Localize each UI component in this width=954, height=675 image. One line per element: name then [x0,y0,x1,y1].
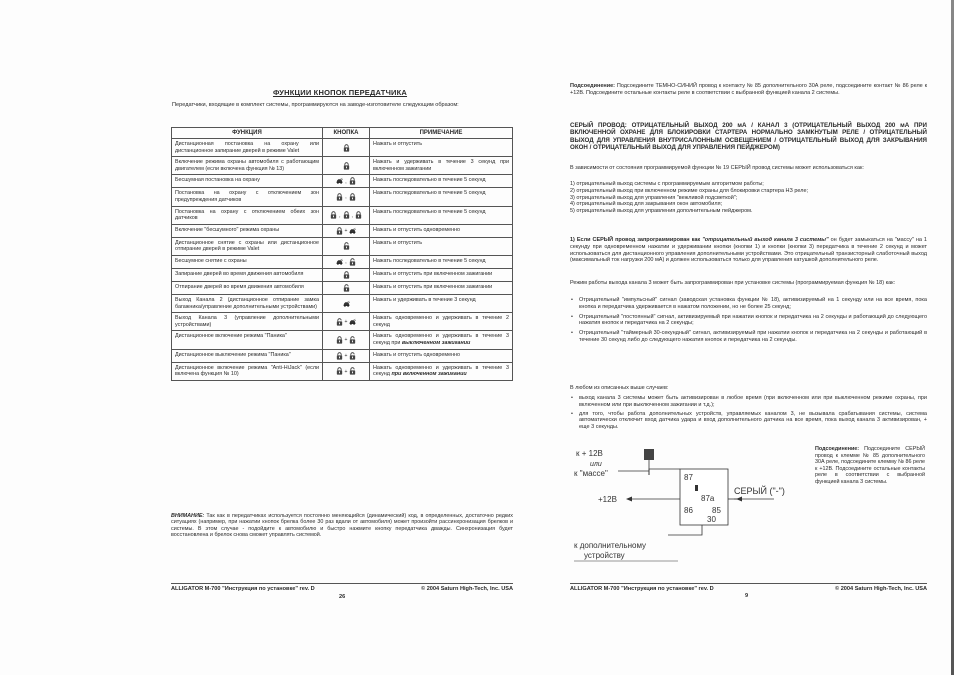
unlock-icon [349,367,356,375]
footer-right-page [570,583,927,599]
connection-text: Подсоедините ТЕМНО-СИНИЙ провод к контакту № 85 дополнительного 30А реле, подсоедините контакт № 86 реле к +12В. Подсоедините остальные контакты реле в соответствии с выбранной функцией канала 2 системы. [570,83,927,96]
note-text: Нажать последовательно в течение 5 секунд [373,177,486,184]
button-cell [323,349,370,362]
unlock-icon [349,352,356,360]
function-cell: Бесшумная постановка на охрану [172,175,323,188]
button-separator: + [344,368,348,375]
note-emphasis: при включенном зажигании [391,371,467,378]
label-device-1: к дополнительному [574,541,647,550]
button-cell [323,331,370,349]
list-item: 1) отрицательный выход системы с программируемым алгоритмом работы; [570,181,764,187]
lock-icon [336,352,343,360]
button-cell [323,206,370,224]
function-cell: Постановка на охрану с отключением обеих зон датчиков [172,206,323,224]
note-text: Нажать последовательно в течение 5 секунд [373,208,486,215]
label-ground: к "массе" [574,469,608,478]
attention-label: ВНИМАНИЕ: [171,513,205,519]
unlock-icon [349,258,356,266]
contact-87a: 87а [701,494,715,503]
button-separator: , [351,212,353,219]
channel3-lead: 1) Если СЕРЫЙ провод запрограммирован как [570,237,703,243]
table-row [172,175,513,188]
table-row [172,313,513,331]
lock-icon [336,367,343,375]
channel3-text: он будет замыкаться на "массу" на 1 секунду при одновременном нажатии и удерживании кнопки (кнопки 1) и кнопки (кнопки 3) передатчика в течение 2 секунд и может использоваться для дистанционного управления дополнительными устройствами. Это отрицательный транзисторный слаботочный выход (максимальный ток нагрузки 200 мА) и должен использоваться только для управления катушкой дополнительного реле. [570,237,927,264]
table-row [172,295,513,313]
note-text: Нажать и удерживать в течение 3 секунд при включенном зажигании [373,159,509,172]
list-item: 2) отрицательный выход при включенном режиме охраны для блокировки стартера НЗ реле; [570,187,809,194]
label-gray-wire: СЕРЫЙ ("-") [734,486,785,496]
lock-icon [336,336,343,344]
car-icon [349,318,356,326]
button-cell [323,139,370,157]
button-cell [323,157,370,175]
label-device-2: устройству [584,551,625,560]
table-row [172,188,513,206]
button-cell [323,255,370,268]
list-item: • Отрицательный "импульсный" сигнал (заводская установка функции № 18), активизируемый на 1 секунду или на все время, пока кнопка и передатчика удерживается в нажатом положении, но не более 25 секунд; [570,297,927,311]
column-header-button: КНОПКА [323,128,370,139]
button-cell [323,313,370,331]
note-text: Нажать одновременно и удерживать в течение 2 секунд [373,315,509,328]
side-label: Подсоединение: [815,446,860,452]
table-row [172,282,513,295]
function-cell: Дистанционное снятие с охраны или дистанционное отпирание дверей в режиме Valet [172,237,323,255]
button-separator: + [344,337,348,344]
note-text: Нажать и отпустить одновременно [373,226,461,233]
note-text: Нажать и отпустить одновременно [373,351,461,358]
label-or: или [590,461,602,468]
note-text: Нажать и отпустить [373,141,423,147]
label-plus12: к + 12В [576,449,603,458]
table-row [172,206,513,224]
intro-text: Передатчики, входящие в комплект системы, программируются на заводе-изготовителе следующим образом: [172,102,459,108]
note-text: Нажать и отпустить при включенном зажигании [373,284,493,290]
function-cell: Дистанционная постановка на охрану или дистанционное запирание дверей в режиме Valet [172,139,323,157]
note-text: Нажать и отпустить [373,239,423,246]
button-separator: , [345,194,347,201]
lock-icon [349,193,356,201]
list-item: 3) отрицательный выход для управления "вежливой подсветкой"; [570,194,738,201]
note-text: Нажать одновременно и удерживать в течение 3 секунд при [373,333,509,346]
table-row [172,255,513,268]
table-row [172,268,513,281]
button-cell [323,268,370,281]
attention-text: Так как в передатчиках используется постоянно меняющийся (динамический) код, в определенных, достаточно редких ситуациях (например, при нажатии кнопок брелка более 30 раз вдали от автомобиля) может произойти рассинхронизация брелков и системы. В этом случае - подойдите к автомобилю и быстро нажмите кнопку передатчика дважды. Синхронизация будет восстановлена и брелок снова сможет управлять системой. [171,513,513,539]
label-plus12-bottom: +12В [598,495,617,504]
list-item: • для того, чтобы работа дополнительных устройств, управляемых каналом 3, не вызывала срабатывания системы, система автоматически отключит вход датчика удара и вход дополнительного датчика на все время, пока выход канала 3 активизирован, + еще 3 секунды. [570,411,927,431]
unlock-icon [343,284,350,292]
table-row [172,139,513,157]
footer-copyright: © 2004 Saturn High-Tech, Inc. USA [421,586,513,592]
button-separator: + [344,319,348,326]
contact-30: 30 [707,515,716,524]
table-row [172,331,513,349]
unlock-icon [336,318,343,326]
list-item: • выход канала 3 системы может быть активизирован в любое время (при включенном или при выключенном режиме охраны, при включенном или при выключенном зажигании и т.д.); [570,395,927,409]
connection-paragraph [570,83,927,97]
channel3-paragraph [570,237,927,264]
function19-paragraph: В зависимости от состояния программируемой функции № 19 СЕРЫЙ провод системы может использоваться как: [570,165,864,171]
page-title: ФУНКЦИИ КНОПОК ПЕРЕДАТЧИКА [272,88,408,97]
button-separator: + [344,353,348,359]
list-item: • Отрицательный "постоянный" сигнал, активизируемый при нажатии кнопок и передатчика на 2 секунды и работающий до следующего нажатия кнопок и передатчика на 2 секунды; [570,314,927,328]
function-cell: Дистанционное включение режима "Паника" [172,331,323,349]
lock-icon [349,177,356,185]
side-text: Подсоедините СЕРЫЙ провод к клемме № 85 дополнительного 30А реле, подсоедините клемму № 86 реле к +12В. Подсоедините остальные контакты реле в соответствии с выбранной функцией канала 3 системы. [815,446,925,485]
list-item: • Отрицательный "таймерный 30-секундный" сигнал, активизируемый при нажатии кнопок и передатчика на 2 секунды и работающий в течение 30 секунд либо до следующего нажатия кнопок и передатчика на 2 секунды. [570,330,927,344]
cases-paragraph: В любом из описанных выше случаев: [570,385,669,391]
lock-icon [355,211,362,219]
table-row [172,224,513,237]
note-text: Нажать последовательно в течение 5 секунд [373,190,486,197]
function-cell: Отпирание дверей во время движения автомобиля [172,282,323,295]
footer-copyright: © 2004 Saturn High-Tech, Inc. USA [835,586,927,592]
contact-87: 87 [684,473,693,482]
table-row [172,237,513,255]
note-text: Нажать одновременно и удерживать в течение 3 секунд [373,364,509,378]
note-text: Нажать и удерживать в течение 3 секунд [373,297,476,304]
channel3-emphasis: "отрицательный выход канала 3 системы" [702,237,829,243]
button-separator: + [344,228,348,235]
note-text: Нажать последовательно в течение 5 секунд [373,257,486,264]
lock-icon [336,193,343,201]
cases-list [570,395,927,431]
column-header-note: ПРИМЕЧАНИЕ [370,128,513,139]
button-cell [323,362,370,380]
button-cell [323,175,370,188]
table-row [172,157,513,175]
function-cell: Выход Канала 3 (управление дополнительными устройствами) [172,313,323,331]
table-row [172,362,513,380]
car-icon [343,300,350,308]
note-text: Нажать и отпустить при включенном зажигании [373,270,493,277]
lock-icon [343,144,350,152]
function-cell: Выход Канала 2 (дистанционное отпирание замка багажника/управление дополнительными устройствами) [172,295,323,313]
signal-types-list [570,297,927,344]
button-cell [323,282,370,295]
column-header-function: ФУНКЦИЯ [172,128,323,139]
mode-paragraph: Режим работы выхода канала 3 может быть запрограммирован при установке системы (программируемая функция № 18) как: [570,280,896,286]
function-cell: Запирание дверей во время движения автомобиля [172,268,323,281]
function-cell: Дистанционное выключение режима "Паника" [172,349,323,362]
relay-wiring-diagram [568,445,808,575]
table-row [172,349,513,362]
button-cell [323,295,370,313]
function-cell: Включение режима охраны автомобиля с работающим двигателем (если включена функция № 13) [172,157,323,175]
button-functions-table [171,127,513,381]
footer-title: ALLIGATOR M-700 "Инструкция по установке" rev. D [570,586,714,592]
table-body [172,139,513,381]
button-cell [323,237,370,255]
car-icon [349,227,356,235]
attention-note [171,513,513,539]
list-item: 5) отрицательный выход для управления дополнительным пейджером. [570,208,753,215]
button-separator: , [345,178,347,185]
fuse-icon [644,449,654,460]
contact-85: 85 [712,506,721,515]
lock-icon [343,271,350,279]
lock-icon [336,227,343,235]
button-cell [323,224,370,237]
footer-title: ALLIGATOR M-700 "Инструкция по установке" rev. D [171,586,315,592]
button-separator: , [339,212,341,219]
function-cell: Включение "бесшумного" режима охраны [172,224,323,237]
page-number: 26 [339,594,346,600]
lock-icon [343,211,350,219]
function-cell: Постановка на охрану с отключением зон предупреждения датчиков [172,188,323,206]
unlock-icon [343,242,350,250]
button-cell [323,188,370,206]
function-cell: Дистанционное включение режима "Anti-HiJack" (если включена функция № 10) [172,362,323,380]
car-icon [336,177,343,185]
connection-label: Подсоединение: [570,83,615,89]
side-connection-note [815,446,925,486]
lock-icon [343,162,350,170]
car-icon [336,258,343,266]
function-cell: Бесшумное снятие с охраны [172,255,323,268]
note-emphasis: выключенном зажигании [401,339,471,346]
unlock-icon [349,336,356,344]
list-item: 4) отрицательный выход для закрывания окон автомобиля; [570,201,723,208]
gray-wire-heading: СЕРЫЙ ПРОВОД: ОТРИЦАТЕЛЬНЫЙ ВЫХОД 200 мА / КАНАЛ 3 (ОТРИЦАТЕЛЬНЫЙ ВЫХОД 200 мА ПРИ ВКЛЮЧЕННОЙ ОХРАНЕ ДЛЯ БЛОКИРОВКИ СТАРТЕРА НОРМАЛЬНО ЗАМКНУТЫМ РЕЛЕ / ОТРИЦАТЕЛЬНЫЙ ВЫХОД ДЛЯ УПРАВЛЕНИЯ ВНУТРИСАЛОННЫМ ОСВЕЩЕНИЕМ / ОТРИЦАТЕЛЬНЫЙ ВЫХОД ДЛЯ ЗАКРЫВАНИЯ ОКОН / ОТРИЦАТЕЛЬНЫЙ ВЫХОД ДЛЯ УПРАВЛЕНИЯ ПЕЙДЖЕРОМ) [570,122,927,152]
contact-86: 86 [684,506,693,515]
lock-icon [330,211,337,219]
output-modes-list [570,181,927,215]
button-separator: , [345,259,347,266]
footer [171,583,513,600]
page-number: 9 [745,593,749,599]
